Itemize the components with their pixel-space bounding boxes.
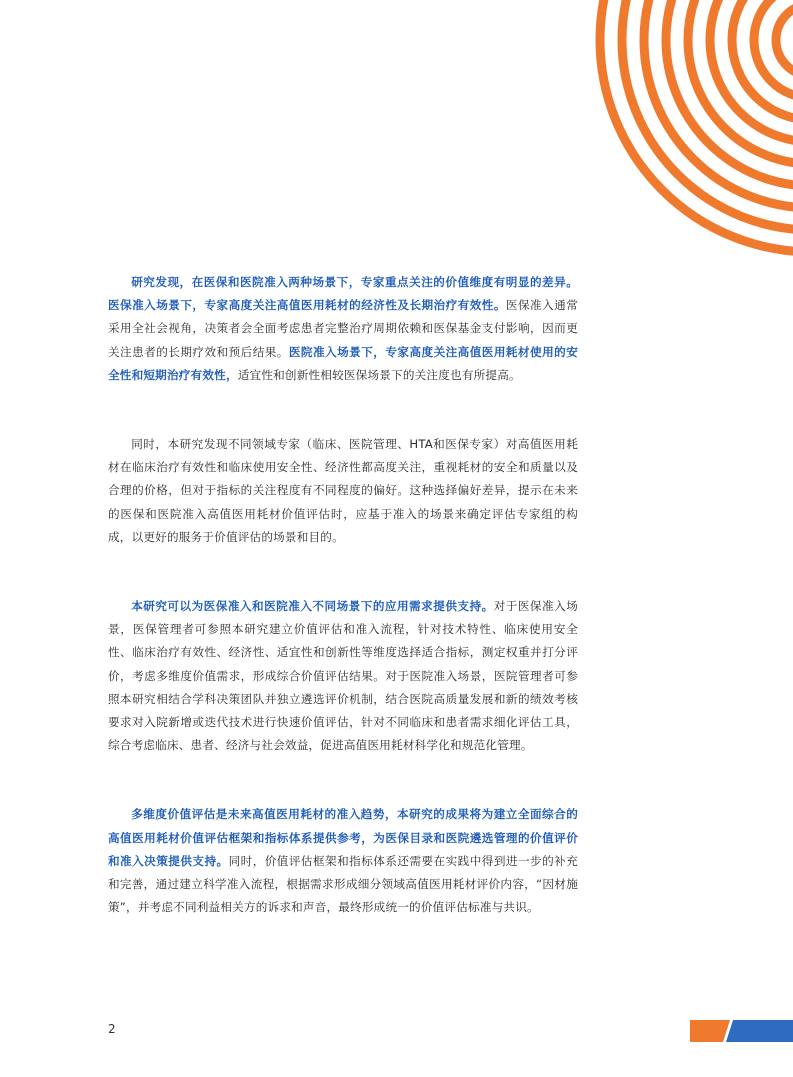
paragraph-expert-preferences <box>108 433 578 549</box>
page-number: 2 <box>108 1022 116 1036</box>
paragraph-findings <box>108 271 578 387</box>
highlighted-text-run: 本研究可以为医保准入和医院准入不同场景下的应用需求提供支持。 <box>131 599 494 614</box>
text-run: 医保准入通常采用全社会视角，决策者会全面考虑患者完整治疗周期依赖和医保基金支付影响，因而更关注患者的长期疗效和预后结果。 <box>108 298 579 359</box>
body-text <box>108 271 578 965</box>
text-run: 对于医保准入场景，医保管理者可参照本研究建立价值评估和准入流程，针对技术特性、临床使用安全性、临床治疗有效性、经济性、适宜性和创新性等维度选择适合指标，测定权重并打分评价，考虑多维度价值需求，形成综合价值评估结果。对于医院准入场景，医院管理者可参照本研究相结合学科决策团队并独立遴选评价机制，结合医院高质量发展和新的绩效考核要求对入院新增或迭代技术进行快速价值评估，针对不同临床和患者需求细化评估工具，综合考虑临床、患者、经济与社会效益，促进高值医用耗材科学化和规范化管理。 <box>108 599 578 753</box>
paragraph-application-support <box>108 595 578 757</box>
highlighted-text-run: 研究发现，在医保和医院准入两种场景下，专家重点关注的价值维度有明显的差异。医保准入场景下，专家高度关注高值医用耗材的经济性及长期治疗有效性。 <box>108 275 578 313</box>
footer-orange-block <box>690 1020 730 1042</box>
text-run: 适宜性和创新性相较医保场景下的关注度也有所提高。 <box>237 367 521 382</box>
footer-blue-block <box>726 1020 793 1042</box>
decorative-concentric-arcs <box>0 0 793 260</box>
paragraph-future-trend <box>108 803 578 919</box>
highlighted-text-run: 多维度价值评估是未来高值医用耗材的准入趋势，本研究的成果将为建立全面综合的高值医用耗材价值评估框架和指标体系提供参考，为医保目录和医院遴选管理的价值评价和准入决策提供支持。 <box>108 807 578 868</box>
decorative-arc-ring <box>776 4 793 76</box>
text-run: 同时，价值评估框架和指标体系还需要在实践中得到进一步的补充和完善，通过建立科学准入流程，根据需求形成细分领域高值医用耗材评价内容，“因材施策”，并考虑不同利益相关方的诉求和声音，最终形成统一的价值评估标准与共识。 <box>108 853 578 915</box>
text-run: 同时，本研究发现不同领域专家（临床、医院管理、HTA和医保专家）对高值医用耗材在临床治疗有效性和临床使用安全性、经济性都高度关注，重视耗材的安全和质量以及合理的价格，但对于指标的关注程度有不同程度的偏好。这种选择偏好差异，提示在未来的医保和医院准入高值医用耗材价值评估时，应基于准入的场景来确定评估专家组的构成，以更好的服务于价值评估的场景和目的。 <box>108 437 578 544</box>
footer-color-bar <box>690 1020 793 1042</box>
highlighted-text-run: 医院准入场景下，专家高度关注高值医用耗材使用的安全性和短期治疗有效性， <box>108 344 578 382</box>
